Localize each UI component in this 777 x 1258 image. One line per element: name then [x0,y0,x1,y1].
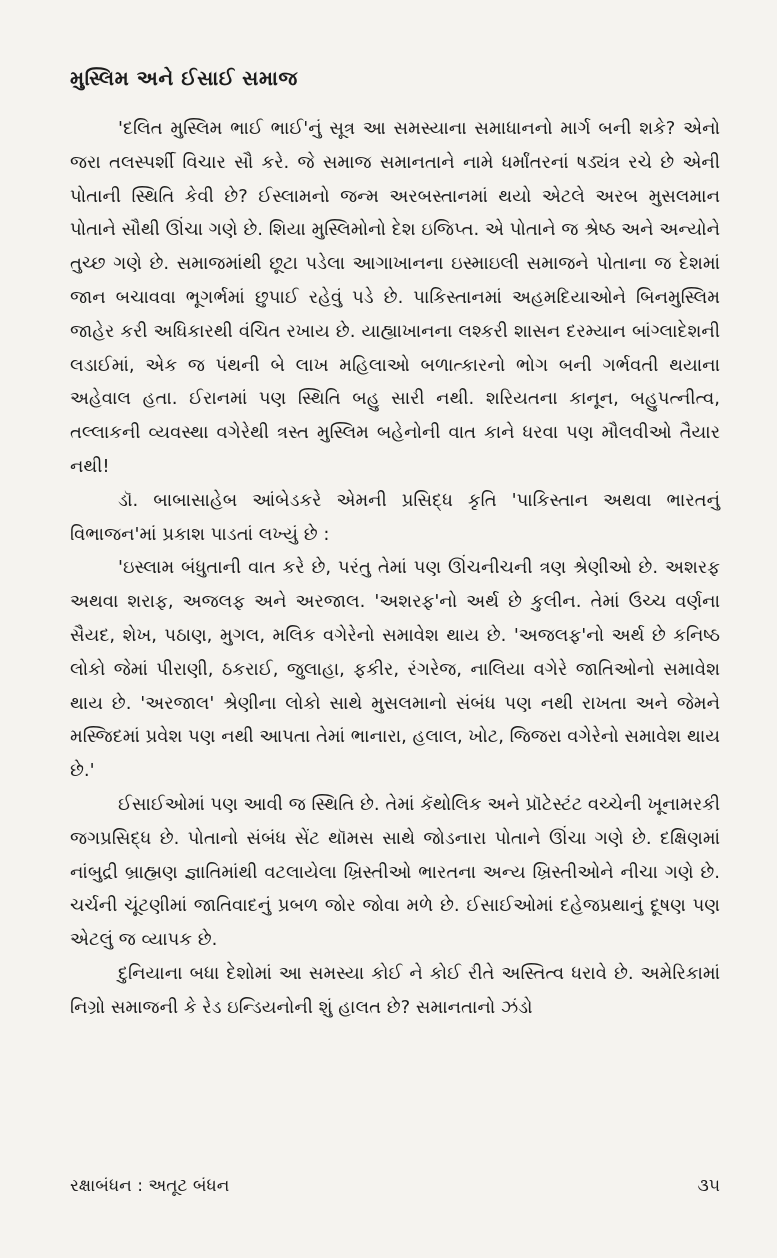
paragraph: ઈસાઈઓમાં પણ આવી જ સ્થિતિ છે. તેમાં કૅથોલિક અને પ્રૉટેસ્ટંટ વચ્ચેની ખૂનામરકી જગપ્રસિદ્ધ છે. પોતાનો સંબંધ સેંટ થૉમસ સાથે જોડનારા પોતાને ઊંચા ગણે છે. દક્ષિણમાં નાંબુદ્રી બ્રાહ્મણ જ્ઞાતિમાંથી વટલાયેલા ખ્રિસ્તીઓ ભારતના અન્ય ખ્રિસ્તીઓને નીચા ગણે છે. ચર્ચની ચૂંટણીમાં જાતિવાદનું પ્રબળ જોર જોવા મળે છે. ઈસાઈઓમાં દહેજપ્રથાનું દૂષણ પણ એટલું જ વ્યાપક છે. [70,793,720,951]
paragraph: દુનિયાના બધા દેશોમાં આ સમસ્યા કોઈ ને કોઈ રીતે અસ્તિત્વ ધરાવે છે. અમેરિકામાં નિગ્રો સમાજની કે રેડ ઇન્ડિયનોની શું હાલત છે? સમાનતાનો ઝંડો [70,962,720,1018]
paragraph: 'દલિત મુસ્લિમ ભાઈ ભાઈ'નું સૂત્ર આ સમસ્યાના સમાધાનનો માર્ગ બની શકે? એનો જરા તલસ્પર્શી વિચાર સૌ કરે. જે સમાજ સમાનતાને નામે ધર્માંતરનાં ષડ્યંત્ર રચે છે એની પોતાની સ્થિતિ કેવી છે? ઈસ્લામનો જન્મ અરબસ્તાનમાં થયો એટલે અરબ મુસલમાન પોતાને સૌથી ઊંચા ગણે છે. શિયા મુસ્લિમોનો દેશ ઇજિપ્ત. એ પોતાને જ શ્રેષ્ઠ અને અન્યોને તુચ્છ ગણે છે. સમાજમાંથી છૂટા પડેલા આગાખાનના ઇસ્માઇલી સમાજને પોતાના જ દેશમાં જાન બચાવવા ભૂગર્ભમાં છુપાઈ રહેવું પડે છે. પાકિસ્તાનમાં અહમદિયાઓને બિનમુસ્લિમ જાહેર કરી અધિકારથી વંચિત રખાય છે. યાહ્યાખાનના લશ્કરી શાસન દરમ્યાન બાંગ્લાદેશની લડાઈમાં, એક જ પંથની બે લાખ મહિલાઓ બળાત્કારનો ભોગ બની ગર્ભવતી થયાના અહેવાલ હતા. ઈરાનમાં પણ સ્થિતિ બહુ સારી નથી. શરિયતના કાનૂન, બહુપત્નીત્વ, તલ્લાકની વ્યવસ્થા વગેરેથી ત્રસ્ત મુસ્લિમ બહેનોની વાત કાને ધરવા પણ મૌલવીઓ તૈયાર નથી! [70,118,720,477]
paragraph: ડૉ. બાબાસાહેબ આંબેડકરે એમની પ્રસિદ્ધ કૃતિ 'પાકિસ્તાન અથવા ભારતનું વિભાજન'માં પ્રકાશ પાડતાં લખ્યું છે : [70,489,720,545]
quoted-paragraph: 'ઇસ્લામ બંધુતાની વાત કરે છે, પરંતુ તેમાં પણ ઊંચનીચની ત્રણ શ્રેણીઓ છે. અશરફ અથવા શરાફ, અજલફ અને અરજાલ. 'અશરફ'નો અર્થ છે કુલીન. તેમાં ઉચ્ચ વર્ણના સૈયદ, શેખ, પઠાણ, મુગલ, મલિક વગેરેનો સમાવેશ થાય છે. 'અજલફ'નો અર્થ છે કનિષ્ઠ લોકો જેમાં પીરાણી, ઠકરાઈ, જુલાહા, ફકીર, રંગરેજ, નાલિયા વગેરે જાતિઓનો સમાવેશ થાય છે. 'અરજાલ' શ્રેણીના લોકો સાથે મુસલમાનો સંબંધ પણ નથી રાખતા અને જેમને મસ્જિદમાં પ્રવેશ પણ નથી આપતા તેમાં ભાનારા, હલાલ, ખોટ, જિજરા વગેરેનો સમાવેશ થાય છે.' [70,557,720,782]
page-number: ૩૫ [697,1176,720,1196]
section-heading: મુસ્લિમ અને ઈસાઈ સમાજ [70,66,298,90]
running-title: રક્ષાબંધન : અતૂટ બંધન [70,1176,230,1196]
body-text [70,112,720,1025]
page-footer [70,1176,720,1196]
